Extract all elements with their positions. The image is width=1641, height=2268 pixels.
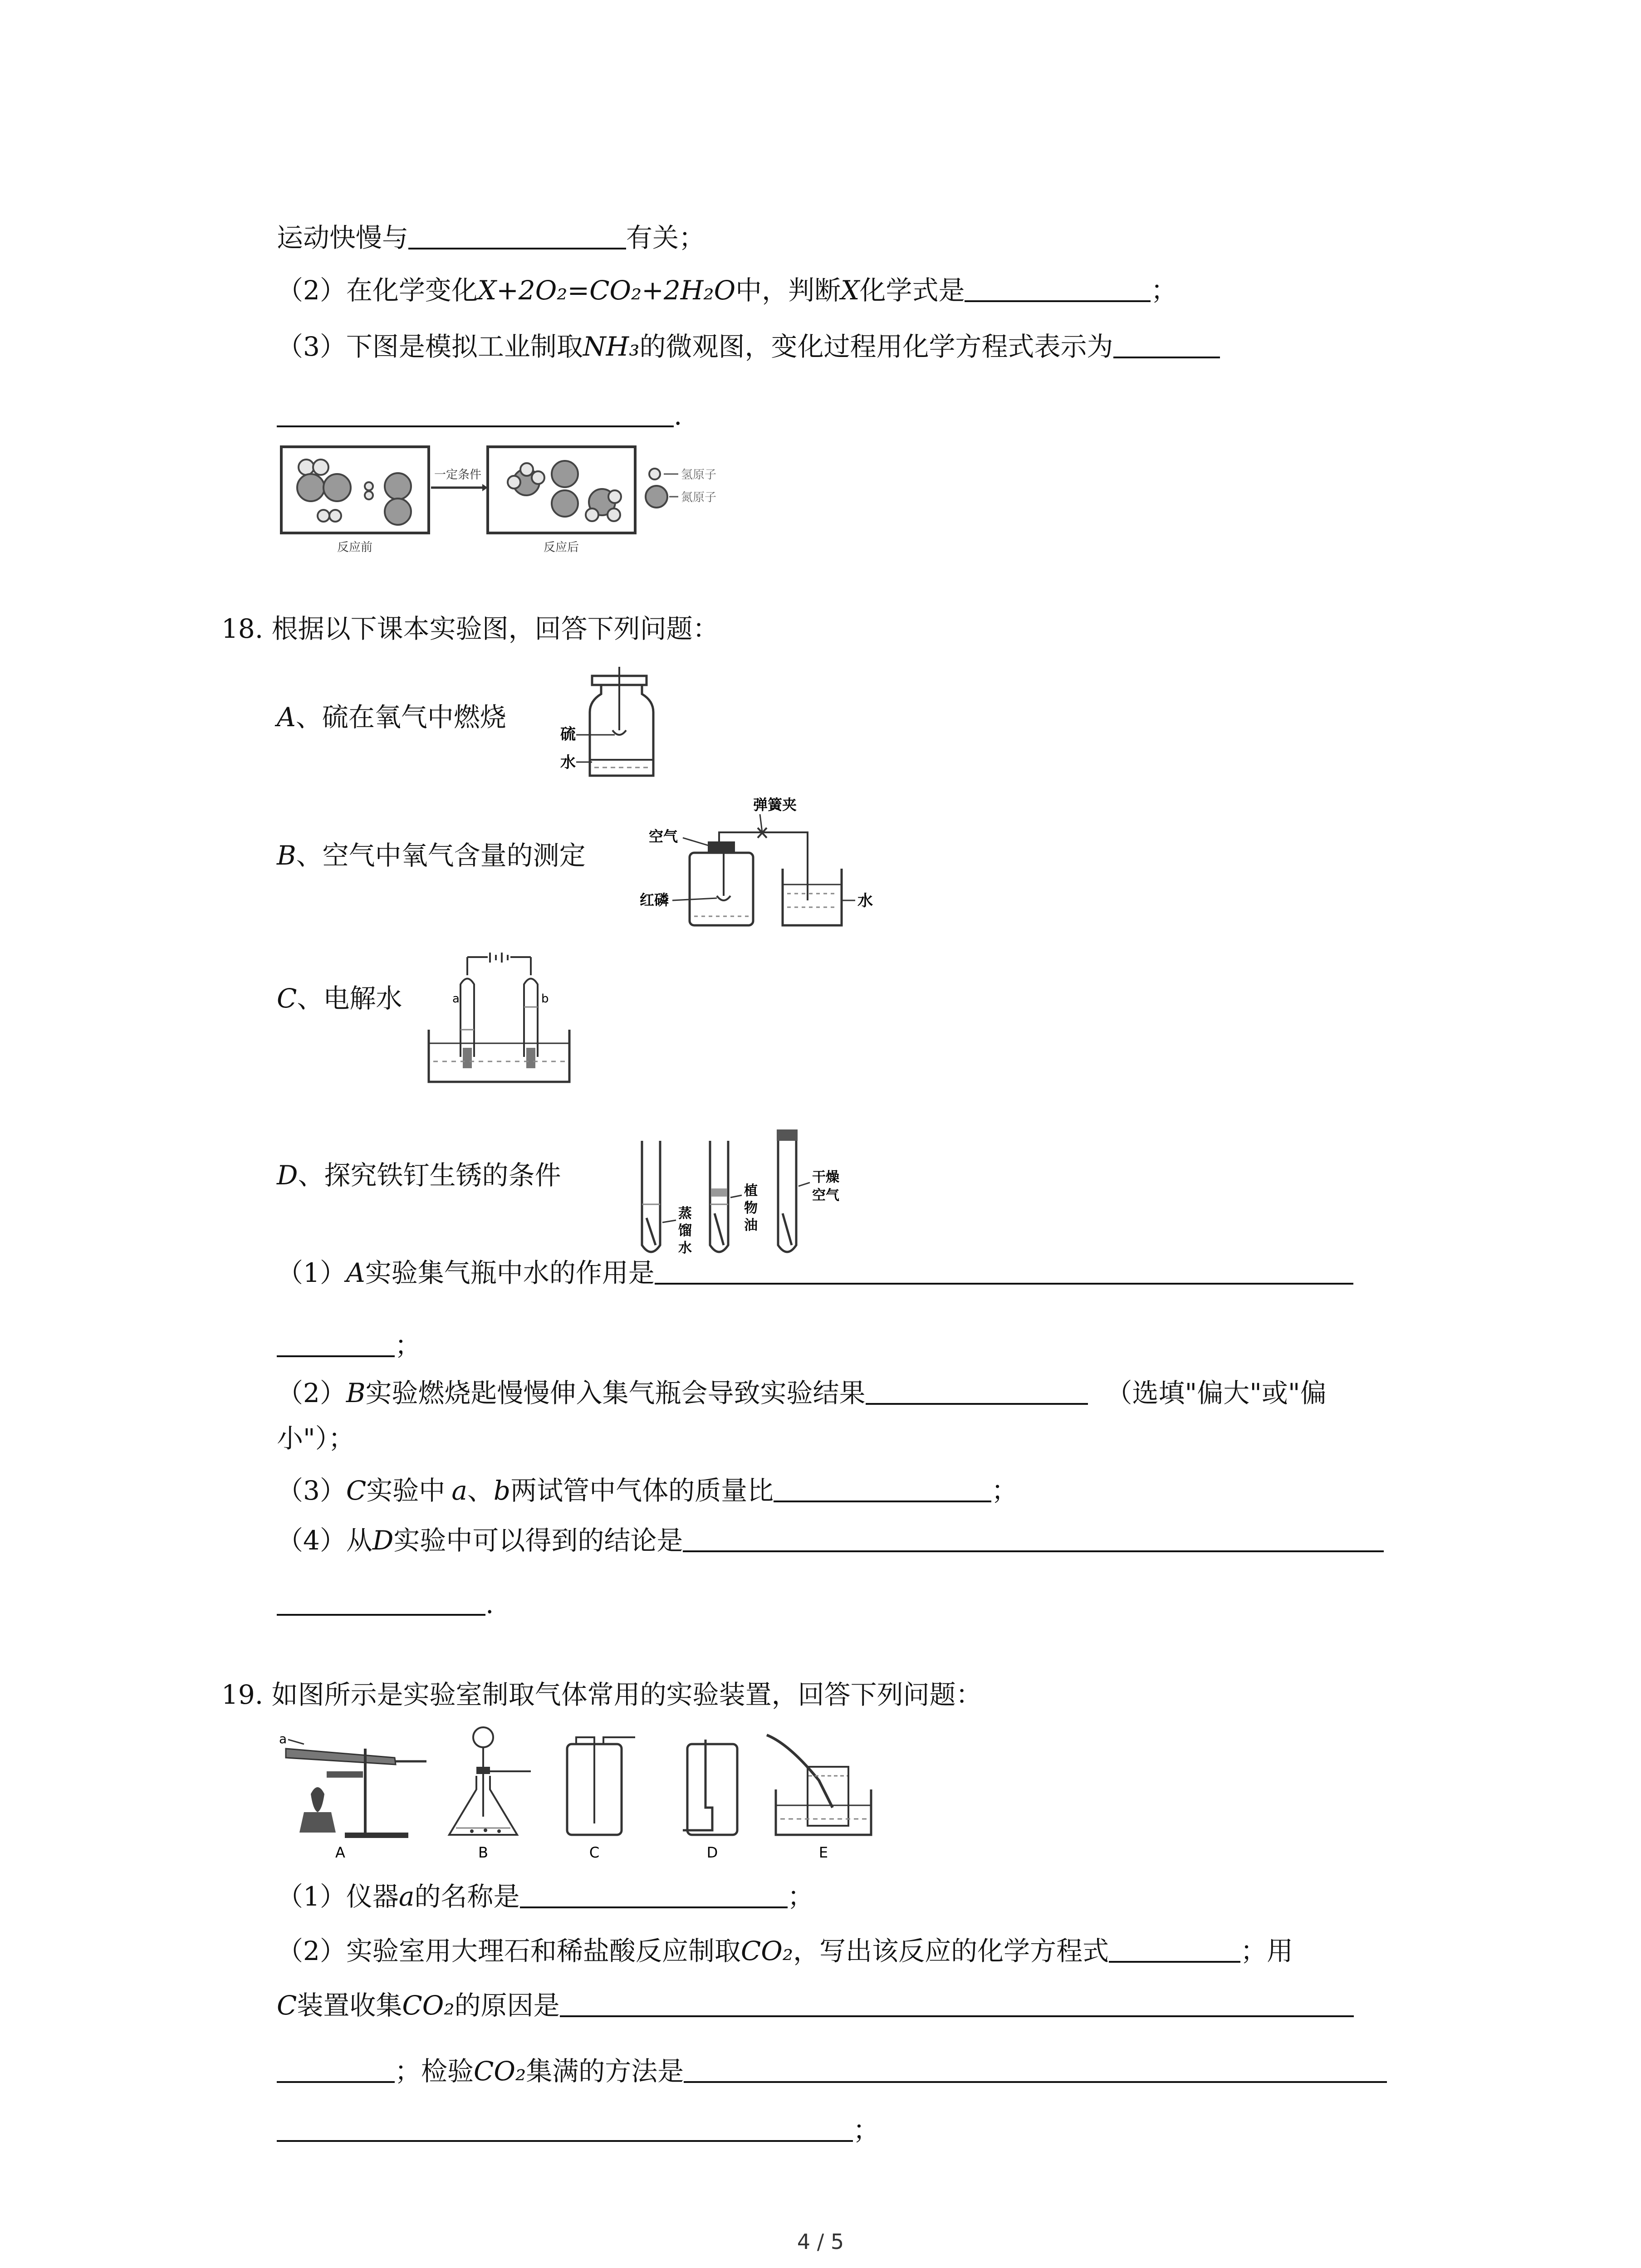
q19-p1: （1）仪器a的名称是 ； xyxy=(277,1881,814,1912)
svg-text:氢原子: 氢原子 xyxy=(681,468,717,482)
q17-line1: 运动快慢与 有关； xyxy=(277,222,705,253)
answer-blank[interactable] xyxy=(520,1880,788,1908)
q19-p3: C装置收集CO₂的原因是 xyxy=(277,1989,1354,2022)
q18-p3: （3）C实验中 a、b两试管中气体的质量比 ； xyxy=(277,1475,1018,1506)
svg-text:a: a xyxy=(279,1731,287,1746)
nh3-micro-figure xyxy=(279,442,764,553)
answer-blank[interactable] xyxy=(408,221,626,249)
answer-blank[interactable] xyxy=(277,1329,395,1357)
svg-text:一定条件: 一定条件 xyxy=(434,468,482,482)
svg-text:物: 物 xyxy=(744,1200,758,1216)
svg-text:反应后: 反应后 xyxy=(543,541,579,553)
svg-text:弹簧夹: 弹簧夹 xyxy=(753,796,797,813)
answer-blank[interactable] xyxy=(277,399,674,427)
svg-text:硫: 硫 xyxy=(560,725,576,743)
q18-p1: （1）A实验集气瓶中水的作用是 xyxy=(277,1256,1353,1289)
q19-stem: 19. 如图所示是实验室制取气体常用的实验装置，回答下列问题： xyxy=(221,1679,982,1710)
svg-text:C: C xyxy=(589,1844,600,1861)
answer-blank[interactable] xyxy=(655,1256,1353,1285)
page-number: 4 / 5 xyxy=(797,2229,844,2254)
answer-blank[interactable] xyxy=(866,1377,1088,1405)
answer-blank[interactable] xyxy=(684,2055,1387,2083)
answer-blank[interactable] xyxy=(277,2114,853,2142)
svg-text:干燥: 干燥 xyxy=(812,1169,839,1185)
sulfur-burning-figure xyxy=(558,667,676,780)
q17-line2: （2）在化学变化X+2O₂=CO₂+2H₂O中，判断X化学式是 ； xyxy=(277,275,1177,306)
q18-p2: （2）B实验燃烧匙慢慢伸入集气瓶会导致实验结果 （选填"偏大"或"偏 xyxy=(277,1378,1327,1408)
q19-p4: ；检验CO₂集满的方法是 xyxy=(277,2055,1387,2087)
svg-text:油: 油 xyxy=(744,1217,758,1233)
oxygen-content-figure xyxy=(640,796,876,932)
answer-blank[interactable] xyxy=(965,274,1151,302)
svg-text:红磷: 红磷 xyxy=(640,891,669,909)
equation: X+2O₂=CO₂+2H₂O xyxy=(477,275,736,306)
answer-blank[interactable] xyxy=(277,1588,485,1616)
svg-text:空气: 空气 xyxy=(812,1188,839,1203)
water-electrolysis-figure xyxy=(424,953,574,1089)
svg-text:a: a xyxy=(452,992,460,1006)
svg-text:空气: 空气 xyxy=(649,828,678,845)
svg-text:馏: 馏 xyxy=(678,1223,692,1239)
q18-p1-cont: ； xyxy=(277,1329,421,1362)
q18-C: C、电解水 xyxy=(277,983,402,1014)
iron-rust-figure xyxy=(631,1127,885,1263)
svg-text:蒸: 蒸 xyxy=(678,1206,692,1222)
svg-text:D: D xyxy=(706,1844,718,1861)
q18-stem: 18. 根据以下课本实验图，回答下列问题： xyxy=(221,613,719,644)
q18-A: A、硫在氧气中燃烧 xyxy=(277,702,506,733)
q18-p4: （4）从D实验中可以得到的结论是 xyxy=(277,1524,1384,1557)
answer-blank[interactable] xyxy=(683,1524,1384,1552)
svg-text:水: 水 xyxy=(678,1240,692,1256)
svg-text:B: B xyxy=(478,1844,488,1861)
gas-apparatus-figure xyxy=(277,1726,876,1862)
svg-text:E: E xyxy=(818,1844,828,1861)
svg-text:氮原子: 氮原子 xyxy=(681,491,717,504)
answer-blank[interactable] xyxy=(560,1989,1354,2017)
svg-text:植: 植 xyxy=(744,1183,758,1199)
q18-p2-cont: 小"）； xyxy=(277,1423,355,1454)
q19-p2: （2）实验室用大理石和稀盐酸反应制取CO₂，写出该反应的化学方程式 ；用 xyxy=(277,1936,1293,1966)
q17-line4: . xyxy=(277,399,682,432)
q18-D: D、探究铁钉生锈的条件 xyxy=(277,1160,561,1191)
answer-blank[interactable] xyxy=(277,2055,395,2083)
svg-text:反应前: 反应前 xyxy=(337,541,373,553)
svg-text:水: 水 xyxy=(560,753,576,772)
answer-blank[interactable] xyxy=(1113,330,1220,358)
answer-blank[interactable] xyxy=(1109,1935,1240,1963)
q17-line3: （3）下图是模拟工业制取NH₃的微观图，变化过程用化学方程式表示为 xyxy=(277,330,1220,363)
svg-text:A: A xyxy=(335,1844,345,1861)
q19-p5: ； xyxy=(277,2114,879,2146)
svg-text:水: 水 xyxy=(857,892,873,910)
q18-p4-cont: . xyxy=(277,1588,494,1620)
q18-B: B、空气中氧气含量的测定 xyxy=(277,840,586,871)
svg-text:b: b xyxy=(541,992,549,1006)
answer-blank[interactable] xyxy=(774,1474,991,1502)
